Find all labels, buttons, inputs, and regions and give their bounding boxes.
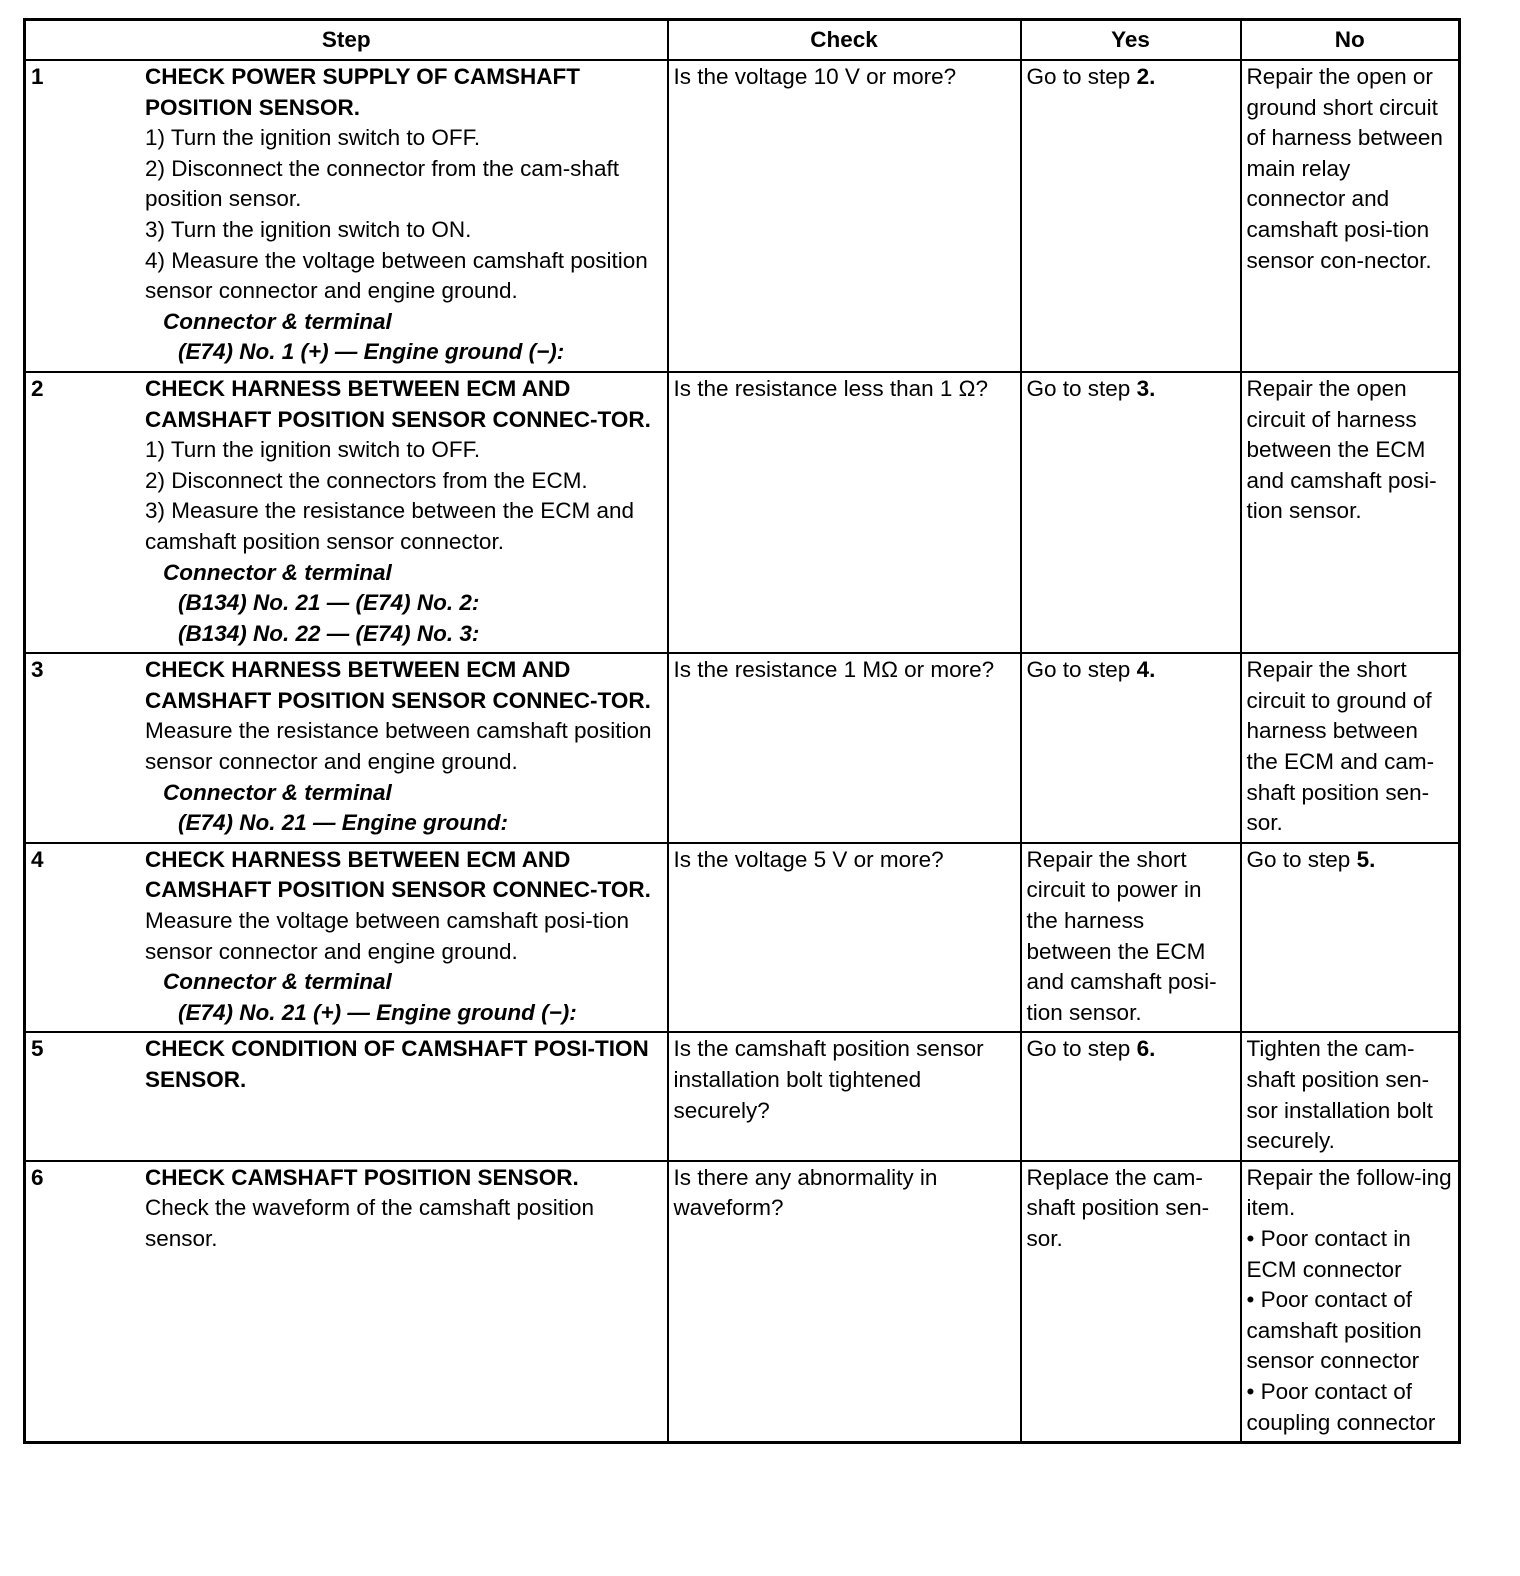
connector-terminal-heading: Connector & terminal (163, 559, 392, 585)
step-body (145, 655, 662, 839)
yes-step-ref: 6. (1136, 1036, 1156, 1062)
step-title: CHECK HARNESS BETWEEN ECM AND CAMSHAFT POSITION SENSOR CONNEC-TOR. (145, 657, 651, 713)
header-row (25, 20, 1460, 61)
no-step-ref: 5. (1356, 846, 1376, 872)
step-title: CHECK HARNESS BETWEEN ECM AND CAMSHAFT POSITION SENSOR CONNEC-TOR. (145, 375, 651, 432)
no-cell (1241, 372, 1460, 653)
check-cell: Is the voltage 5 V or more? (668, 843, 1021, 1033)
connector-terminal-value: (E74) No. 21 (+) — Engine ground (−): (178, 999, 577, 1025)
yes-cell (1021, 372, 1241, 653)
no-bullet-item: • Poor contact of camshaft position sensor connector (1246, 1287, 1422, 1374)
header-no: No (1241, 20, 1460, 61)
step-instruction: Measure the voltage between camshaft posi-tion sensor connector and engine ground. (145, 908, 630, 964)
step-instruction: 3) Measure the resistance between the ECM and camshaft position sensor connector. (145, 498, 635, 554)
yes-text: Go to step (1026, 375, 1137, 401)
step-cell (25, 60, 668, 372)
no-text: Repair the follow-ing item. (1246, 1164, 1452, 1221)
connector-terminal-heading: Connector & terminal (163, 969, 392, 995)
step-body (145, 1163, 662, 1255)
step-instruction: 1) Turn the ignition switch to OFF. (145, 125, 481, 151)
no-cell (1241, 843, 1460, 1033)
step-instruction: 1) Turn the ignition switch to OFF. (145, 437, 481, 463)
step-body (145, 1034, 662, 1095)
no-text: Tighten the cam-shaft position sen-sor installation bolt securely. (1246, 1036, 1433, 1154)
step-number: 5 (31, 1036, 44, 1062)
no-text: Repair the open circuit of harness between the ECM and camshaft posi-tion sensor. (1246, 375, 1437, 524)
step-number: 2 (31, 375, 44, 401)
check-cell: Is the resistance less than 1 Ω? (668, 372, 1021, 653)
yes-text: Replace the cam-shaft position sen-sor. (1026, 1164, 1210, 1251)
no-text: Go to step (1246, 846, 1357, 872)
table-row (25, 372, 1460, 653)
table-row (25, 653, 1460, 843)
connector-terminal-value: (B134) No. 21 — (E74) No. 2: (178, 590, 480, 616)
step-instruction: 2) Disconnect the connectors from the ECM. (145, 467, 588, 493)
step-cell (25, 1161, 668, 1443)
no-cell (1241, 1161, 1460, 1443)
check-cell: Is the camshaft position sensor installation bolt tightened securely? (668, 1032, 1021, 1160)
step-instruction: 4) Measure the voltage between camshaft position sensor connector and engine ground. (145, 247, 648, 304)
yes-cell (1021, 1032, 1241, 1160)
table-row (25, 1032, 1460, 1160)
step-title: CHECK POWER SUPPLY OF CAMSHAFT POSITION SENSOR. (145, 64, 581, 120)
table-row (25, 843, 1460, 1033)
step-body (145, 62, 662, 368)
connector-terminal-value: (B134) No. 22 — (E74) No. 3: (178, 620, 480, 646)
yes-cell (1021, 653, 1241, 843)
yes-text: Go to step (1026, 64, 1137, 89)
check-cell: Is the voltage 10 V or more? (668, 60, 1021, 372)
step-number: 6 (31, 1164, 44, 1190)
diagnostic-table (23, 18, 1461, 1444)
check-cell: Is there any abnormality in waveform? (668, 1161, 1021, 1443)
step-instruction: Measure the resistance between camshaft position sensor connector and engine ground. (145, 718, 652, 775)
step-number: 3 (31, 657, 44, 683)
no-text: Repair the short circuit to ground of harness between the ECM and cam-shaft position sen-sor. (1246, 657, 1435, 836)
step-number: 4 (31, 846, 44, 872)
step-instruction: 2) Disconnect the connector from the cam-shaft position sensor. (145, 155, 619, 212)
no-cell (1241, 1032, 1460, 1160)
yes-step-ref: 4. (1136, 657, 1156, 683)
step-cell (25, 843, 668, 1033)
header-step: Step (25, 20, 668, 61)
no-bullet-item: • Poor contact of coupling connector (1246, 1378, 1436, 1435)
yes-cell (1021, 843, 1241, 1033)
no-bullet-item: • Poor contact in ECM connector (1246, 1225, 1411, 1282)
connector-terminal-heading: Connector & terminal (163, 308, 392, 334)
no-cell (1241, 653, 1460, 843)
header-yes: Yes (1021, 20, 1241, 61)
step-instruction: Check the waveform of the camshaft position sensor. (145, 1195, 594, 1251)
connector-terminal-value: (E74) No. 21 — Engine ground: (178, 810, 509, 836)
header-check: Check (668, 20, 1021, 61)
connector-terminal-heading: Connector & terminal (163, 779, 392, 805)
step-cell (25, 372, 668, 653)
step-body (145, 845, 662, 1029)
step-number: 1 (31, 64, 44, 89)
step-title: CHECK CONDITION OF CAMSHAFT POSI-TION SENSOR. (145, 1036, 649, 1092)
yes-text: Go to step (1026, 1036, 1137, 1062)
step-cell (25, 653, 668, 843)
no-cell (1241, 60, 1460, 372)
step-title: CHECK HARNESS BETWEEN ECM AND CAMSHAFT POSITION SENSOR CONNEC-TOR. (145, 846, 651, 903)
yes-cell (1021, 1161, 1241, 1443)
step-body (145, 374, 662, 649)
step-title: CHECK CAMSHAFT POSITION SENSOR. (145, 1164, 579, 1190)
check-cell: Is the resistance 1 MΩ or more? (668, 653, 1021, 843)
step-instruction: 3) Turn the ignition switch to ON. (145, 216, 472, 242)
connector-terminal-value: (E74) No. 1 (+) — Engine ground (−): (178, 339, 565, 365)
table-row (25, 1161, 1460, 1443)
step-cell (25, 1032, 668, 1160)
table-row (25, 60, 1460, 372)
yes-text: Go to step (1026, 657, 1137, 683)
yes-step-ref: 2. (1136, 64, 1156, 89)
yes-cell (1021, 60, 1241, 372)
yes-step-ref: 3. (1136, 375, 1156, 401)
yes-text: Repair the short circuit to power in the harness between the ECM and camshaft posi-tion sensor. (1026, 846, 1217, 1025)
no-text: Repair the open or ground short circuit of harness between main relay connector and camshaft posi-tion sensor con-nector. (1246, 64, 1443, 273)
